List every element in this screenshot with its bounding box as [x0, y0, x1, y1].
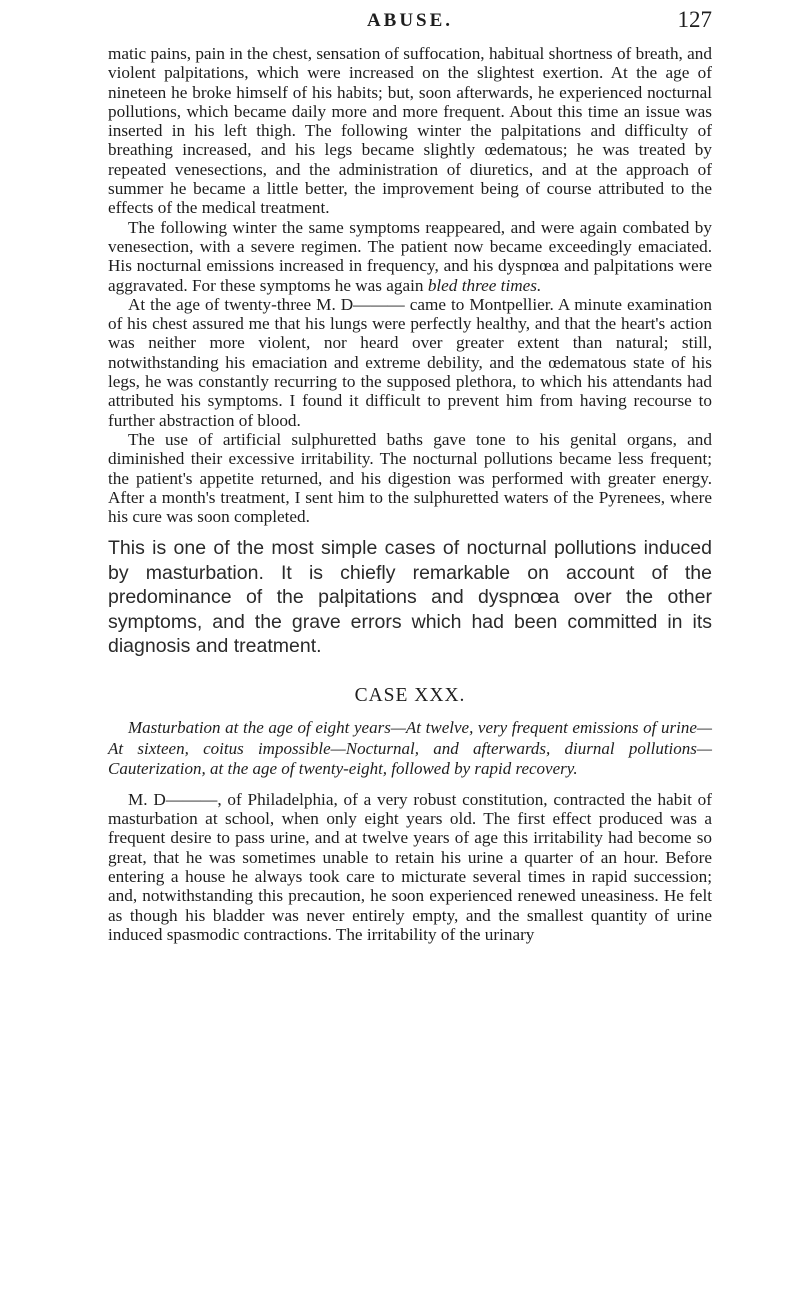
case-commentary: This is one of the most simple cases of nocturnal pollutions induced by masturbation. It is chiefly remarkable on account of the predominance of the palpitations and dyspnœa over the other symptoms, and the grave errors which had been committed in its diagnosis and treatment.	[108, 537, 712, 658]
paragraph-winter-symptoms	[108, 218, 712, 295]
italic-bled-three-times: bled three times.	[427, 275, 542, 295]
case-heading: CASE XXX.	[354, 684, 466, 706]
running-title: ABUSE.	[366, 10, 454, 31]
paragraph-winter-text: The following winter the same symptoms reappeared, and were again combated by venesection, with a severe regimen. The patient now became exceedingly emaciated. His nocturnal emissions increased in frequency, and his dyspnœa and palpitations were aggravated. For these symptoms he was again	[108, 217, 712, 295]
running-head	[108, 7, 712, 36]
body-text	[108, 44, 712, 944]
case-summary: Masturbation at the age of eight years—At twelve, very frequent emissions of urine—At sixteen, coitus impossible—Nocturnal, and afterwards, diurnal pollutions—Cauterization, at the age of twenty-eight, followed by rapid recovery.	[108, 718, 712, 779]
paragraph-continued: matic pains, pain in the chest, sensation of suffocation, habitual shortness of breath, and violent palpitations, which were increased on the slightest exertion. At the age of nineteen he broke himself of his habits; but, soon afterwards, he experienced nocturnal pollutions, which became daily more and more frequent. About this time an issue was inserted in his left thigh. The following winter the palpitations and difficulty of breathing increased, and his legs became slightly œdematous; he was treated by repeated venesections, and the administration of diuretics, and at the approach of summer he became a little better, the improvement being of course attributed to the effects of the medical treatment.	[108, 44, 712, 218]
page-number: 127	[677, 7, 712, 32]
paragraph-montpellier: At the age of twenty-three M. D——— came to Montpellier. A minute examination of his chest assured me that his lungs were perfectly healthy, and that the heart's action was neither more violent, nor heard over greater extent than natural; still, notwithstanding his emaciation and extreme debility, and the œdematous state of his legs, he was constantly recurring to the supposed plethora, to which his attendants had attributed his symptoms. I found it difficult to prevent him from having recourse to further abstraction of blood.	[108, 294, 712, 430]
paragraph-philadelphia: M. D———, of Philadelphia, of a very robust constitution, contracted the habit of masturbation at school, when only eight years old. The first effect produced was a frequent desire to pass urine, and at twelve years of age this irritability had become so great, that he was sometimes unable to retain his urine a quarter of an hour. Before entering a house he always took care to micturate several times in rapid succession; and, notwithstanding this precaution, he soon experienced renewed uneasiness. He felt as though his bladder was never entirely empty, and the smallest quantity of urine induced spasmodic contractions. The irritability of the urinary	[108, 789, 712, 944]
paragraph-sulphuretted-baths: The use of artificial sulphuretted baths gave tone to his genital organs, and diminished their excessive irritability. The nocturnal pollutions became less frequent; the patient's appetite returned, and his digestion was performed with greater energy. After a month's treatment, I sent him to the sulphuretted waters of the Pyrenees, where his cure was soon completed.	[108, 429, 712, 527]
